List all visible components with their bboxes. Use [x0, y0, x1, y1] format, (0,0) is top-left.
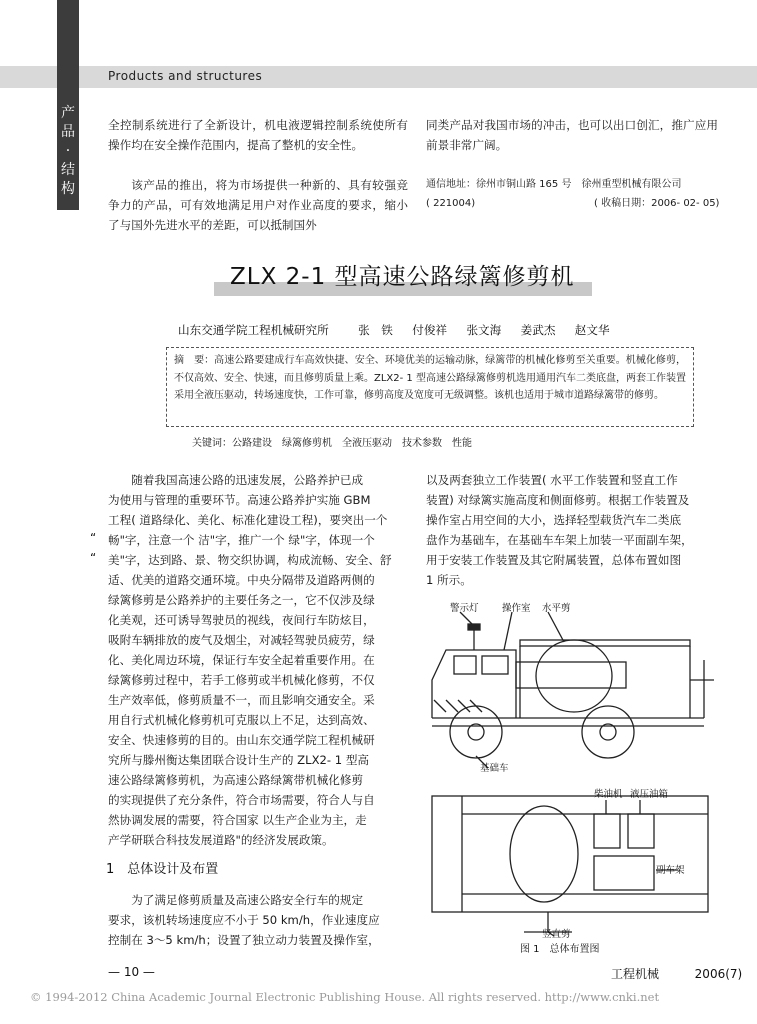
label-warning-light: 警示灯 — [450, 603, 479, 614]
authors-line — [178, 322, 610, 338]
label-water-tank: 水平剪 — [542, 603, 571, 614]
side-tab-char: 结 — [61, 162, 75, 178]
body-line: 用自行式机械化修剪机可克服以上不足，达到高效、 — [108, 713, 375, 727]
journal-name: 工程机械 — [611, 967, 660, 981]
body-line: 安全、快速修剪的目的。由山东交通学院工程机械研 — [108, 733, 375, 747]
body-line: 吸附车辆排放的废气及烟尘，对减轻驾驶员疲劳，绿 — [108, 633, 375, 647]
body-line: 产学研联合科技发展道路"的经济发展政策。 — [108, 833, 334, 847]
body-left-column — [108, 470, 408, 850]
body-line: 畅"字，注意一个 洁"字，推广一个 绿"字，体现一个 — [108, 533, 375, 547]
side-tab-char: 产 — [61, 105, 75, 121]
body-line: 绿篱修剪是公路养护的主要任务之一，它不仅涉及绿 — [108, 593, 375, 607]
body-line: 化美观，还可诱导驾驶员的视线，夜间行车防炫目， — [108, 613, 375, 627]
body-line: 装置) 对绿篱实施高度和侧面修剪。根据工作装置及 — [426, 493, 690, 507]
label-cab: 操作室 — [502, 603, 531, 614]
body-line: 为使用与管理的重要环节。高速公路养护实施 GBM — [108, 493, 371, 507]
body-line: 究所与滕州衡达集团联合设计生产的 ZLX2- 1 型高 — [108, 753, 370, 767]
prev-left-para-1: 全控制系统进行了全新设计，机电液逻辑控制系统使所有操作均在安全操作范围内，提高了整机的安全性。 — [108, 118, 408, 152]
rear-wheel — [582, 706, 634, 758]
section1-text — [108, 890, 408, 950]
contact-address: 通信地址：徐州市铜山路 165 号 徐州重型机械有限公司 — [426, 179, 682, 190]
figure-1 — [424, 600, 724, 940]
label-base-vehicle: 基础车 — [480, 763, 509, 774]
author: 张 铁 — [358, 323, 393, 337]
abstract: 摘 要：高速公路要建成行车高效快捷、安全、环境优美的运输动脉，绿篱带的机械化修剪至关重要。机械化修剪，不仅高效、安全、快速，而且修剪质量上乘。ZLX2- 1 型高速公路绿篱修剪机选用通用汽车二类底盘，两套工作装置采用全液压驱动，转场速度快，工作可靠，修剪高度及宽度可无级调整。该机也适用于城市道路绿篱带的修剪。 — [174, 355, 686, 401]
body-line: 1 所示。 — [426, 573, 472, 587]
body-line: 操作室占用空间的大小，选择轻型载货汽车二类底 — [426, 513, 682, 527]
margin-quote-mark: “ — [90, 551, 97, 565]
body-line: 化、美化周边环境，保证行车安全起着重要作用。在 — [108, 653, 375, 667]
author: 姜武杰 — [520, 323, 556, 337]
cab-window — [454, 656, 476, 674]
author: 张文海 — [466, 323, 502, 337]
body-line: 的实现提供了充分条件，符合市场需要，符合人与自 — [108, 793, 375, 807]
label-subframe: 副车架 — [656, 865, 685, 876]
side-tab-char: 品 — [61, 124, 75, 140]
body-line: 控制在 3～5 km/h；设置了独立动力装置及操作室， — [108, 933, 380, 947]
body-line: 速公路绿篱修剪机，为高速公路绿篱带机械化修剪 — [108, 773, 364, 787]
truck-diagram — [424, 600, 724, 940]
body-line: 美"字，达到路、景、物交织协调，构成流畅、安全、舒 — [108, 553, 392, 567]
body-line: 生产效率低，修剪质量不一，而且影响交通安全。采 — [108, 693, 375, 707]
water-tank — [536, 640, 612, 712]
prev-right-para: 同类产品对我国市场的冲击，也可以出口创汇，推广应用前景非常广阔。 — [426, 118, 718, 152]
margin-quote-mark: “ — [90, 531, 97, 545]
body-line: 工程( 道路绿化、美化、标准化建设工程)，要突出一个 — [108, 513, 388, 527]
body-line: 以及两套独立工作装置( 水平工作装置和竖直工作 — [426, 473, 678, 487]
side-tab-char: · — [65, 143, 71, 159]
author: 赵文华 — [574, 323, 610, 337]
contact-postcode: ( 221004) — [426, 198, 476, 209]
cab-outline — [432, 650, 516, 718]
body-line: 绿篱修剪过程中，若手工修剪或半机械化修剪，不仅 — [108, 673, 375, 687]
label-vertical-cutter: 竖直剪 — [542, 929, 571, 940]
section-heading: 1 总体设计及布置 — [106, 862, 219, 877]
copyright-notice: © 1994-2012 China Academic Journal Electronic Publishing House. All rights reserved. http://www.cnki.net — [30, 990, 660, 1004]
received-date: ( 收稿日期：2006- 02- 05) — [594, 198, 720, 209]
engine-block — [594, 814, 620, 848]
body-line: 盘作为基础车，在基础车车架上加装一平面副车架， — [426, 533, 693, 547]
body-line: 然协调发展的需要，符合国家 以生产企业为主，走 — [108, 813, 367, 827]
side-tab-label — [57, 104, 79, 199]
author: 付俊祥 — [412, 323, 448, 337]
issue-number: 2006(7) — [694, 967, 743, 981]
prev-left-para-2: 该产品的推出，将为市场提供一种新的、具有较强竞争力的产品，可有效地满足用户对作业高度的要求，缩小了与国外先进水平的差距，可以抵制国外 — [108, 178, 408, 232]
label-diesel: 柴油机 — [594, 789, 623, 800]
body-line: 为了满足修剪质量及高速公路安全行车的规定 — [108, 893, 364, 907]
page-number: — 10 — — [108, 965, 155, 979]
tank-plan — [510, 806, 578, 902]
institution: 山东交通学院工程机械研究所 — [178, 323, 329, 337]
body-right-column — [426, 470, 722, 590]
cab-window — [482, 656, 508, 674]
oil-tank-block — [628, 814, 654, 848]
body-line: 要求，该机转场速度应不小于 50 km/h，作业速度应 — [108, 913, 380, 927]
keywords: 关键词：公路建设 绿篱修剪机 全液压驱动 技术参数 性能 — [192, 438, 472, 449]
figure-caption: 图 1 总体布置图 — [520, 944, 600, 955]
body-line: 随着我国高速公路的迅速发展，公路养护已成 — [108, 473, 364, 487]
section-title-en: Products and structures — [108, 69, 263, 83]
body-line: 用于安装工作装置及其它附属装置，总体布置如图 — [426, 553, 682, 567]
journal-issue — [611, 965, 742, 982]
side-tab-char: 构 — [61, 181, 75, 197]
body-line: 适、优美的道路交通环境。中央分隔带及道路两侧的 — [108, 573, 375, 587]
article-title: ZLX 2-1 型高速公路绿篱修剪机 — [230, 264, 575, 290]
front-wheel — [450, 706, 502, 758]
label-oil-tank: 液压油箱 — [630, 789, 669, 800]
